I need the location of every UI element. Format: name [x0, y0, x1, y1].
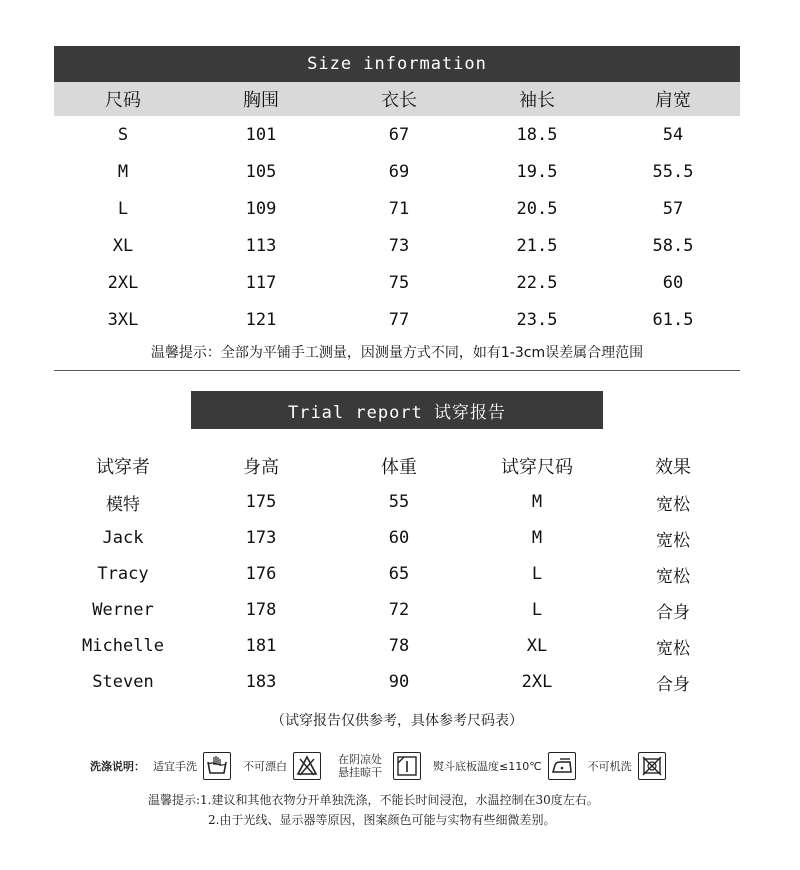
trial-col-weight: 体重: [381, 457, 417, 478]
chest-cell: 109: [245, 198, 277, 219]
size-cell: 3XL: [107, 309, 139, 330]
size-table-header: [54, 82, 740, 116]
sleeve-cell: 19.5: [516, 161, 558, 182]
table-row: [54, 264, 740, 301]
trial-size-cell: L: [531, 564, 543, 584]
care-item-no-bleach: [243, 752, 321, 780]
tester-cell: Tracy: [97, 564, 149, 584]
weight-cell: 90: [388, 672, 410, 692]
tester-cell: Michelle: [82, 636, 164, 656]
size-cell: 2XL: [107, 272, 139, 293]
length-cell: 69: [388, 161, 410, 182]
care-tip-line-1: 温馨提示:1.建议和其他衣物分开单独洗涤，不能长时间浸泡，水温控制在30度左右。: [148, 793, 599, 807]
trial-col-tester: 试穿者: [96, 457, 150, 478]
trial-size-cell: M: [531, 492, 543, 512]
care-label: 不可机洗: [587, 760, 632, 773]
size-cell: L: [117, 198, 129, 219]
sleeve-cell: 20.5: [516, 198, 558, 219]
care-label: 在阴凉处悬挂晾干: [338, 753, 382, 779]
shoulder-cell: 55.5: [652, 161, 694, 182]
shoulder-cell: 57: [662, 198, 684, 219]
fit-cell: 宽松: [656, 566, 690, 587]
height-cell: 175: [245, 492, 277, 512]
tester-cell: Werner: [92, 600, 154, 620]
size-col-chest: 胸围: [243, 90, 279, 111]
height-cell: 183: [245, 672, 277, 692]
care-instructions: [90, 748, 678, 784]
fit-cell: 合身: [656, 602, 690, 623]
care-item-hang-dry: [333, 752, 421, 780]
no-machine-wash-icon: [638, 752, 666, 780]
weight-cell: 60: [388, 528, 410, 548]
sleeve-cell: 22.5: [516, 272, 558, 293]
chest-cell: 101: [245, 124, 277, 145]
length-cell: 73: [388, 235, 410, 256]
care-tip-line-2: 2.由于光线、显示器等原因，图案颜色可能与实物有些细微差别。: [208, 813, 556, 827]
care-label: 不可漂白: [243, 760, 287, 773]
chest-cell: 105: [245, 161, 277, 182]
tester-cell: Steven: [92, 672, 154, 692]
tester-cell: 模特: [106, 494, 140, 515]
table-row: [54, 301, 740, 338]
size-col-sleeve: 袖长: [519, 90, 555, 111]
sleeve-cell: 23.5: [516, 309, 558, 330]
shoulder-cell: 58.5: [652, 235, 694, 256]
shoulder-cell: 61.5: [652, 309, 694, 330]
table-row: [54, 628, 740, 664]
size-col-shoulder: 肩宽: [655, 90, 691, 111]
trial-table-body: [54, 484, 740, 700]
care-item-iron: [433, 752, 576, 780]
sleeve-cell: 18.5: [516, 124, 558, 145]
section-divider: [54, 370, 740, 371]
trial-size-cell: L: [531, 600, 543, 620]
trial-report-note: （试穿报告仅供参考，具体参考尺码表）: [271, 713, 523, 729]
fit-cell: 宽松: [656, 530, 690, 551]
fit-cell: 合身: [656, 674, 690, 695]
chest-cell: 117: [245, 272, 277, 293]
chest-cell: 121: [245, 309, 277, 330]
trial-col-fit: 效果: [655, 457, 691, 478]
table-row: [54, 190, 740, 227]
care-tips: [148, 790, 599, 830]
size-info-title: Size information: [54, 46, 740, 82]
length-cell: 75: [388, 272, 410, 293]
size-cell: S: [117, 124, 129, 145]
length-cell: 77: [388, 309, 410, 330]
care-label: 熨斗底板温度≤110℃: [433, 760, 542, 773]
height-cell: 178: [245, 600, 277, 620]
table-row: [54, 592, 740, 628]
length-cell: 67: [388, 124, 410, 145]
trial-report-title: Trial report 试穿报告: [191, 391, 603, 429]
trial-size-cell: M: [531, 528, 543, 548]
tester-cell: Jack: [102, 528, 144, 548]
table-row: [54, 116, 740, 153]
no-bleach-icon: [293, 752, 321, 780]
fit-cell: 宽松: [656, 638, 690, 659]
table-row: [54, 556, 740, 592]
height-cell: 176: [245, 564, 277, 584]
care-item-hand-wash: [153, 752, 231, 780]
size-col-length: 衣长: [381, 90, 417, 111]
fit-cell: 宽松: [656, 494, 690, 515]
height-cell: 181: [245, 636, 277, 656]
care-item-no-machine-wash: [588, 752, 666, 780]
weight-cell: 78: [388, 636, 410, 656]
size-cell: XL: [112, 235, 134, 256]
trial-size-cell: XL: [526, 636, 548, 656]
trial-size-cell: 2XL: [521, 672, 553, 692]
trial-table-header: [54, 448, 740, 484]
table-row: [54, 153, 740, 190]
iron-low-icon: [548, 752, 576, 780]
trial-col-size: 试穿尺码: [501, 457, 573, 478]
chest-cell: 113: [245, 235, 277, 256]
sleeve-cell: 21.5: [516, 235, 558, 256]
size-col-size: 尺码: [105, 90, 141, 111]
table-row: [54, 227, 740, 264]
hand-wash-icon: [203, 752, 231, 780]
hang-dry-shade-icon: [393, 752, 421, 780]
shoulder-cell: 54: [662, 124, 684, 145]
size-measure-note: 温馨提示：全部为平铺手工测量，因测量方式不同，如有1-3cm误差属合理范围: [150, 345, 644, 361]
table-row: [54, 484, 740, 520]
shoulder-cell: 60: [662, 272, 684, 293]
table-row: [54, 520, 740, 556]
care-label: 适宜手洗: [153, 760, 197, 773]
care-title: 洗涤说明：: [90, 760, 145, 773]
weight-cell: 65: [388, 564, 410, 584]
weight-cell: 55: [388, 492, 410, 512]
weight-cell: 72: [388, 600, 410, 620]
trial-col-height: 身高: [243, 457, 279, 478]
size-cell: M: [117, 161, 129, 182]
table-row: [54, 664, 740, 700]
height-cell: 173: [245, 528, 277, 548]
size-table-body: [54, 116, 740, 338]
length-cell: 71: [388, 198, 410, 219]
